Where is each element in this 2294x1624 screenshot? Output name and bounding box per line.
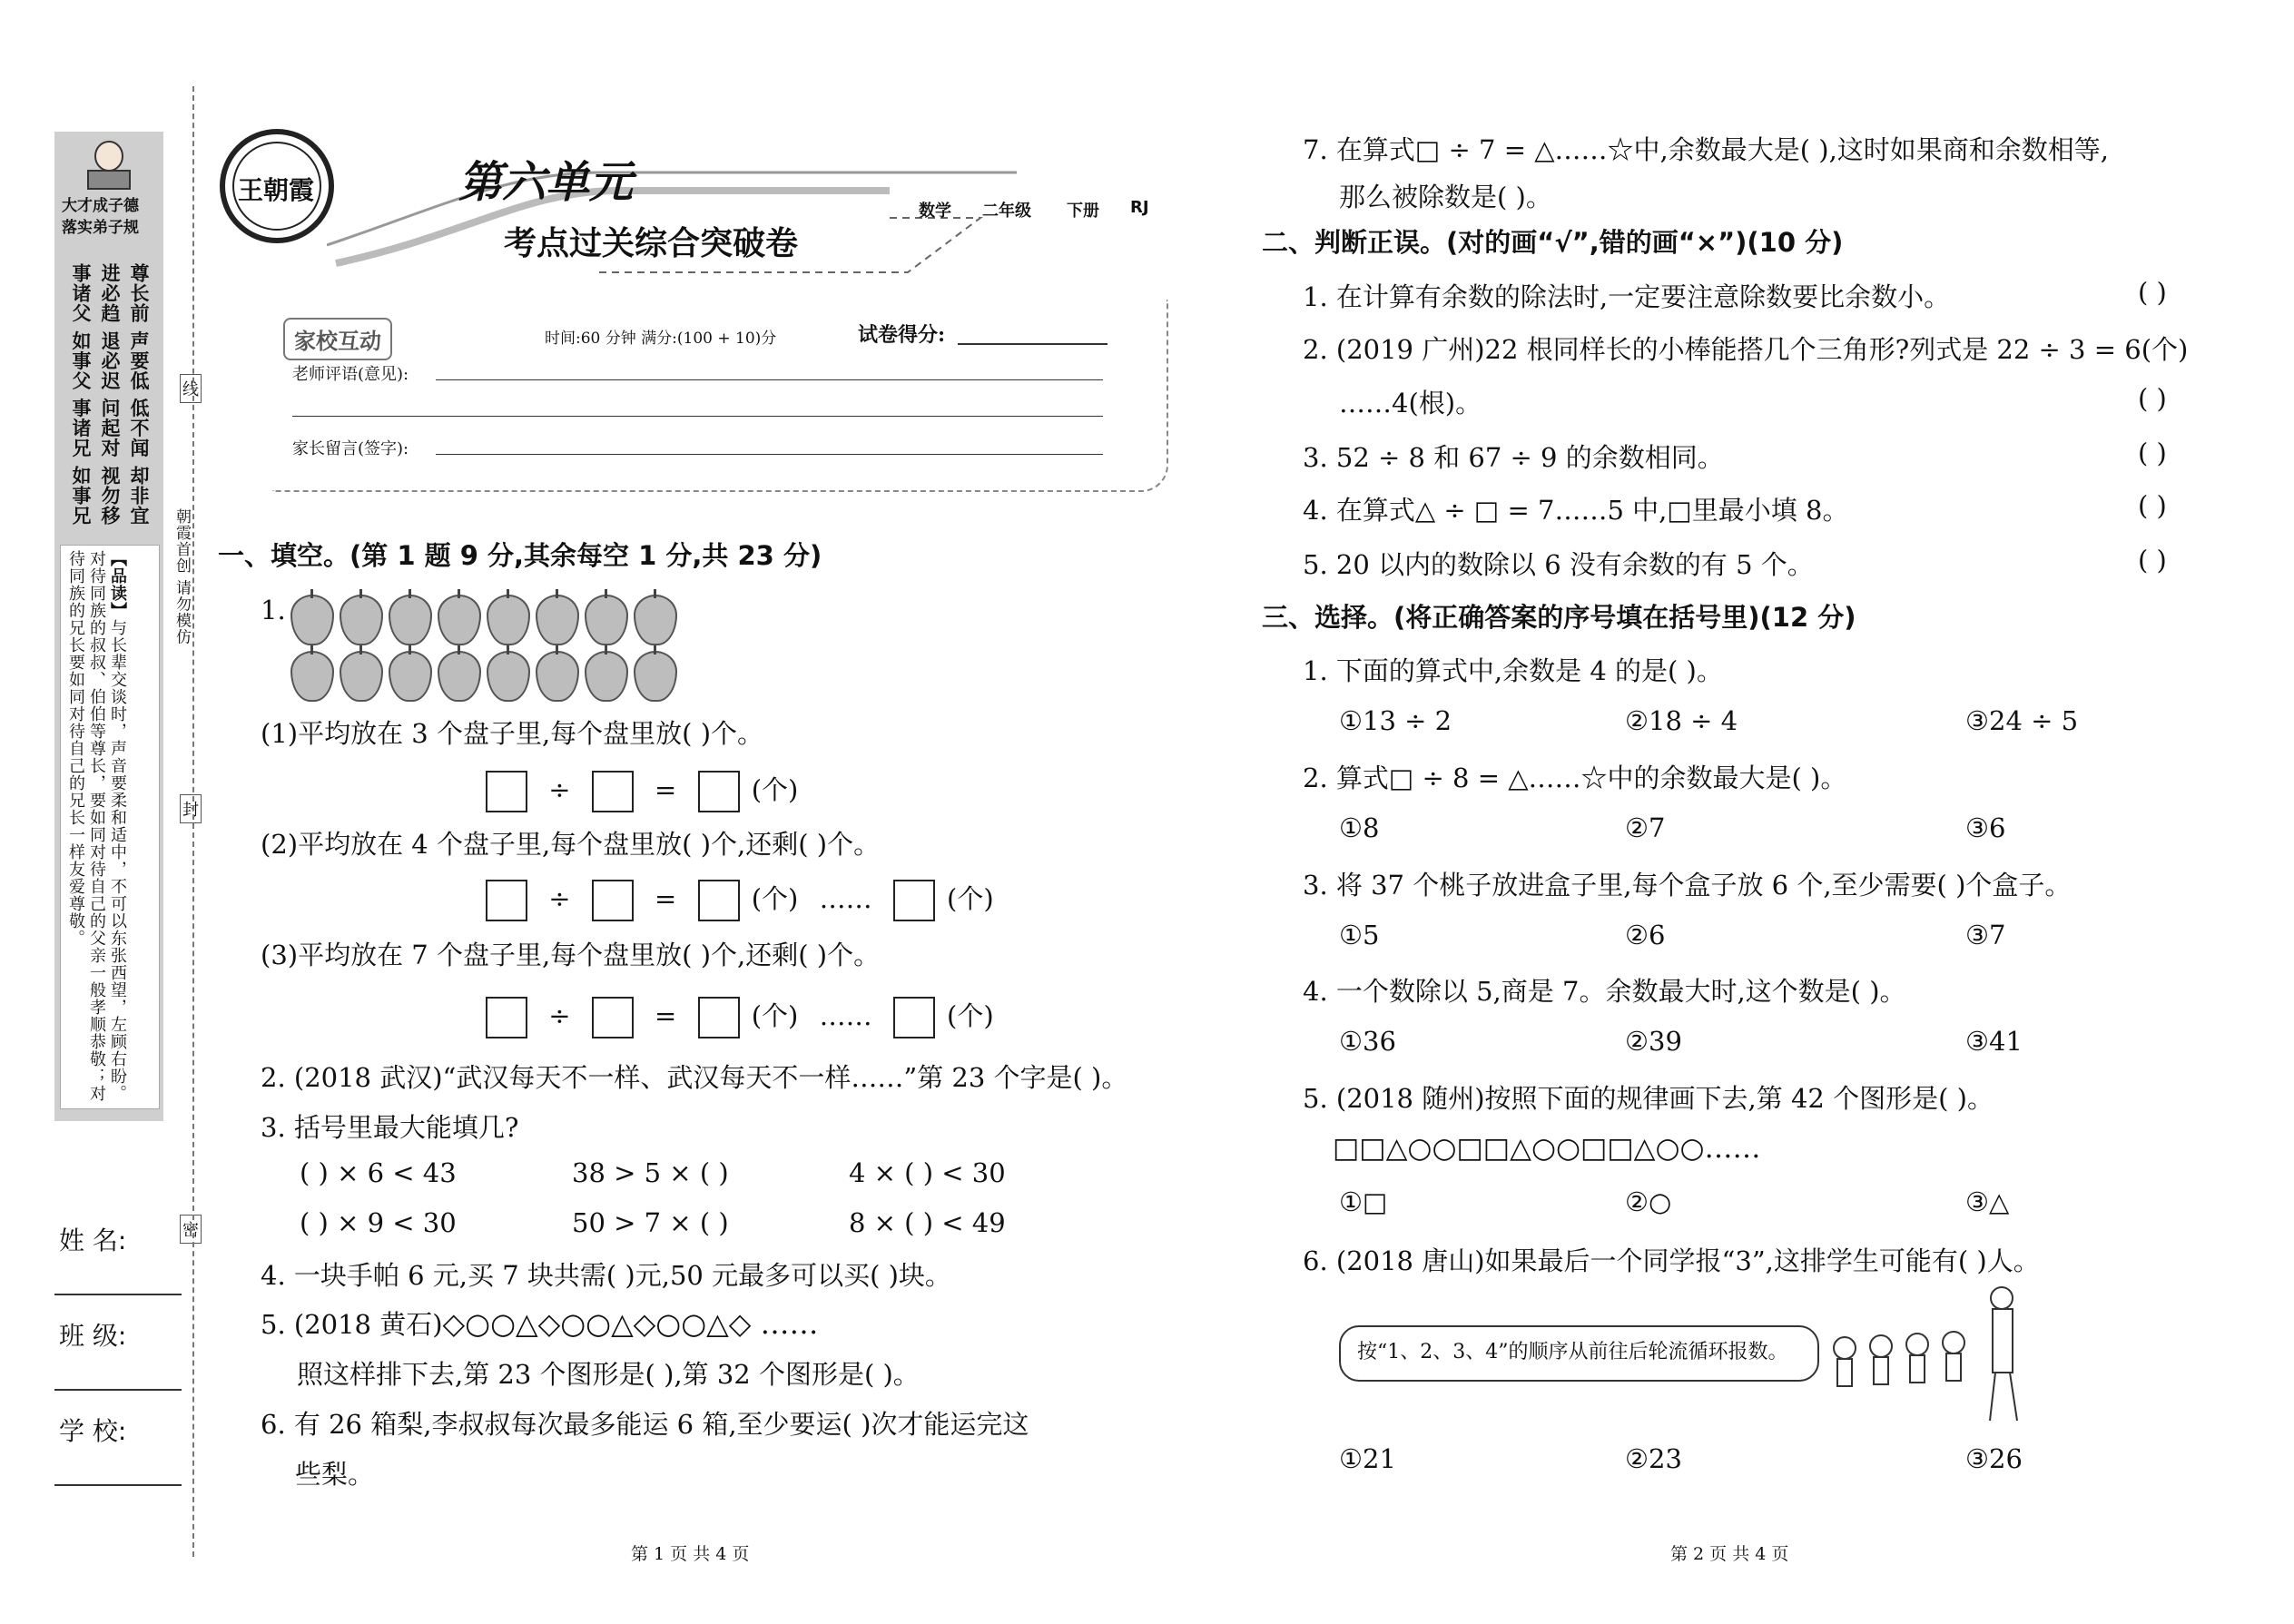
divide-sign: ÷ — [548, 1000, 571, 1031]
answer-paren[interactable]: ( ) — [2138, 545, 2167, 576]
sec3-q5-pattern: □□△○○□□△○○□□△○○…… — [1333, 1132, 1761, 1165]
pear-icon — [290, 595, 334, 645]
sec3-q4-opt2[interactable]: ②39 — [1625, 1026, 1682, 1057]
answer-box[interactable] — [698, 997, 740, 1038]
q7-text: 7. 在算式□ ÷ 7 = △……☆中,余数最大是( ),这时如果商和余数相等, — [1303, 134, 2110, 165]
tag-volume: 下册 — [1067, 202, 1099, 221]
q3-row2-c: 8 × ( ) < 49 — [849, 1207, 1006, 1238]
unit-label: (个) — [751, 1000, 799, 1031]
answer-box[interactable] — [592, 997, 634, 1038]
unit-title: 第六单元 — [458, 157, 634, 208]
pear-icon — [389, 595, 432, 645]
unit-label: (个) — [751, 774, 799, 805]
q3-text: 3. 括号里最大能填几? — [261, 1112, 519, 1143]
equals-sign: = — [654, 774, 677, 805]
pear-icon — [340, 651, 383, 702]
sec2-item-2-cont: ……4(根)。 — [1339, 388, 1482, 418]
pear-icon — [438, 595, 481, 645]
sec3-q5-opt1[interactable]: ①□ — [1339, 1186, 1388, 1217]
binding-mark-1: 线 — [180, 374, 202, 403]
answer-box[interactable] — [592, 771, 634, 812]
answer-box[interactable] — [893, 880, 935, 921]
pear-icon — [536, 651, 579, 702]
q1-part1: (1)平均放在 3 个盘子里,每个盘里放( )个。 — [261, 718, 764, 749]
name-field[interactable] — [54, 1294, 182, 1295]
pear-row-1 — [290, 595, 708, 649]
equals-sign: = — [654, 883, 677, 914]
sec3-q4-opt1[interactable]: ①36 — [1339, 1026, 1396, 1057]
sec3-q2-opt2[interactable]: ②7 — [1625, 812, 1666, 843]
binding-mark-2: 封 — [180, 794, 202, 823]
tag-grade: 二年级 — [982, 202, 1031, 221]
sec3-q3: 3. 将 37 个桃子放进盒子里,每个盒子放 6 个,至少需要( )个盒子。 — [1303, 870, 2072, 901]
sidebar-motto-sub: 落实弟子规 — [62, 219, 139, 237]
pear-icon — [340, 595, 383, 645]
q1-part2: (2)平均放在 4 个盘子里,每个盘里放( )个,还剩( )个。 — [261, 829, 881, 860]
q7-text-cont: 那么被除数是( )。 — [1339, 182, 1552, 212]
q1-equation-1 — [486, 770, 798, 812]
sidebar-rule-col-2: 进必趋 退必迟 问起对 视勿移 — [99, 263, 122, 526]
unit-label: (个) — [947, 883, 994, 914]
class-field[interactable] — [54, 1389, 182, 1391]
students-illustration — [1825, 1284, 2033, 1430]
answer-paren[interactable]: ( ) — [2138, 383, 2167, 414]
pear-row-2 — [290, 651, 708, 705]
pear-icon — [389, 651, 432, 702]
home-school-frame — [272, 300, 1168, 492]
page-footer-right: 第 2 页 共 4 页 — [1670, 1544, 1789, 1564]
divide-sign: ÷ — [548, 883, 571, 914]
unit-label: (个) — [947, 1000, 994, 1031]
q6-text-cont: 些梨。 — [295, 1459, 375, 1490]
home-school-badge: 家校互动 — [283, 318, 392, 360]
answer-paren[interactable]: ( ) — [2138, 438, 2167, 468]
section1-title: 一、填空。(第 1 题 9 分,其余每空 1 分,共 23 分) — [218, 540, 822, 571]
sec3-q6: 6. (2018 唐山)如果最后一个同学报“3”,这排学生可能有( )人。 — [1303, 1245, 2040, 1276]
teacher-comment-label: 老师评语(意见): — [292, 365, 409, 384]
sec3-q4: 4. 一个数除以 5,商是 7。余数最大时,这个数是( )。 — [1303, 976, 1906, 1007]
sec2-item-5: 5. 20 以内的数除以 6 没有余数的有 5 个。 — [1303, 549, 1814, 580]
q3-row2-b: 50 > 7 × ( ) — [572, 1207, 729, 1238]
answer-box[interactable] — [486, 880, 527, 921]
unit-label: (个) — [751, 883, 799, 914]
sec3-q3-opt2[interactable]: ②6 — [1625, 920, 1666, 950]
q4-text: 4. 一块手帕 6 元,买 7 块共需( )元,50 元最多可以买( )块。 — [261, 1260, 951, 1291]
q2-text: 2. (2018 武汉)“武汉每天不一样、武汉每天不一样……”第 23 个字是( )。 — [261, 1062, 1128, 1093]
equals-sign: = — [654, 1000, 677, 1031]
sec3-q3-opt1[interactable]: ①5 — [1339, 920, 1380, 950]
q5-shape-sequence: ◇○○△◇○○△◇○○△◇ …… — [442, 1306, 819, 1341]
pear-icon — [634, 651, 677, 702]
answer-box[interactable] — [698, 771, 740, 812]
binding-mark-3: 密 — [180, 1215, 202, 1244]
q1-equation-3 — [486, 996, 994, 1038]
answer-box[interactable] — [486, 997, 527, 1038]
sec3-q2-opt3[interactable]: ③6 — [1965, 812, 2006, 843]
q1-number: 1. — [261, 595, 286, 625]
q3-row1-b: 38 > 5 × ( ) — [572, 1157, 729, 1188]
sec2-item-1: 1. 在计算有余数的除法时,一定要注意除数要比余数小。 — [1303, 281, 1951, 312]
pear-grid — [290, 595, 708, 705]
pear-icon — [536, 595, 579, 645]
sec3-q5: 5. (2018 随州)按照下面的规律画下去,第 42 个图形是( )。 — [1303, 1083, 1994, 1114]
pear-icon — [634, 595, 677, 645]
q6-text: 6. 有 26 箱梨,李叔叔每次最多能运 6 箱,至少要运( )次才能运完这 — [261, 1409, 1029, 1440]
reading-label: 【品读】 — [108, 550, 127, 619]
sec3-q5-opt2[interactable]: ②○ — [1625, 1186, 1672, 1217]
pear-icon — [585, 651, 628, 702]
reading-text — [65, 550, 128, 1104]
sec3-q5-opt3[interactable]: ③△ — [1965, 1186, 2010, 1217]
sec2-item-4: 4. 在算式△ ÷ □ = 7……5 中,□里最小填 8。 — [1303, 495, 1849, 526]
pear-icon — [487, 595, 530, 645]
q1-part3: (3)平均放在 7 个盘子里,每个盘里放( )个,还剩( )个。 — [261, 940, 881, 970]
q5-continue: 照这样排下去,第 23 个图形是( ),第 32 个图形是( )。 — [297, 1359, 920, 1390]
page-footer-left: 第 1 页 共 4 页 — [631, 1544, 750, 1564]
sec3-q1-opt3[interactable]: ③24 ÷ 5 — [1965, 705, 2079, 736]
sec2-item-2: 2. (2019 广州)22 根同样长的小棒能搭几个三角形?列式是 22 ÷ 3 = 6(个) — [1303, 334, 2189, 365]
pear-icon — [487, 651, 530, 702]
school-field[interactable] — [54, 1484, 182, 1486]
sec3-q3-opt3[interactable]: ③7 — [1965, 920, 2006, 950]
section3-title: 三、选择。(将正确答案的序号填在括号里)(12 分) — [1262, 602, 1856, 633]
section2-title: 二、判断正误。(对的画“√”,错的画“×”)(10 分) — [1262, 227, 1844, 258]
binding-line — [192, 86, 194, 1557]
answer-paren[interactable]: ( ) — [2138, 490, 2167, 521]
remainder-dots: …… — [819, 1000, 872, 1031]
sec3-q1: 1. 下面的算式中,余数是 4 的是( )。 — [1303, 655, 1723, 686]
exam-subtitle: 考点过关综合突破卷 — [504, 224, 799, 262]
answer-paren[interactable]: ( ) — [2138, 277, 2167, 308]
mascot-image — [68, 136, 150, 191]
answer-box[interactable] — [592, 880, 634, 921]
name-label: 姓 名: — [59, 1225, 127, 1255]
sec3-q1-opt2[interactable]: ②18 ÷ 4 — [1625, 705, 1738, 736]
tag-subject: 数学 — [919, 202, 951, 221]
sec2-item-3: 3. 52 ÷ 8 和 67 ÷ 9 的余数相同。 — [1303, 442, 1724, 473]
q3-row1-c: 4 × ( ) < 30 — [849, 1157, 1006, 1188]
q3-row1-a: ( ) × 6 < 43 — [300, 1157, 457, 1188]
original-note: 朝霞首创 请勿模仿 — [172, 508, 191, 645]
q5-label: 5. (2018 黄石) — [261, 1309, 443, 1340]
q5-text — [261, 1304, 819, 1342]
sidebar-rule-col-1: 事诸父 如事父 事诸兄 如事兄 — [70, 263, 93, 526]
answer-box[interactable] — [893, 997, 935, 1038]
q3-row2-a: ( ) × 9 < 30 — [300, 1207, 457, 1238]
q1-equation-2 — [486, 879, 994, 921]
tag-edition: RJ — [1130, 198, 1149, 217]
sidebar-motto-top: 大才成子德 — [62, 197, 139, 215]
answer-box[interactable] — [698, 880, 740, 921]
time-info: 时间:60 分钟 满分:(100 + 10)分 — [545, 330, 777, 348]
sec3-q1-opt1[interactable]: ①13 ÷ 2 — [1339, 705, 1452, 736]
sec3-q6-opt2[interactable]: ②23 — [1625, 1443, 1682, 1474]
answer-box[interactable] — [486, 771, 527, 812]
sidebar-rule-col-3: 尊长前 声要低 低不闻 却非宜 — [128, 263, 151, 526]
remainder-dots: …… — [819, 883, 872, 914]
reading-body: 与长辈交谈时，声音要柔和适中，不可以东张西望，左顾右盼。对待同族的叔叔、伯伯等尊长，要如同对待自己的父亲一般孝顺恭敬；对待同族的兄长要如同对待自己的兄长一样友爱尊敬。 — [66, 550, 127, 1102]
pear-icon — [585, 595, 628, 645]
sec3-q2-opt1[interactable]: ①8 — [1339, 812, 1380, 843]
logo-text: 王朝霞 — [238, 175, 315, 205]
speech-text: 按“1、2、3、4”的顺序从前往后轮流循环报数。 — [1357, 1341, 1788, 1363]
divide-sign: ÷ — [548, 774, 571, 805]
sec3-q2: 2. 算式□ ÷ 8 = △……☆中的余数最大是( )。 — [1303, 763, 1847, 793]
sec3-q4-opt3[interactable]: ③41 — [1965, 1026, 2023, 1057]
class-label: 班 级: — [59, 1321, 127, 1351]
score-label: 试卷得分: — [858, 323, 946, 347]
pear-icon — [438, 651, 481, 702]
sec3-q6-opt1[interactable]: ①21 — [1339, 1443, 1396, 1474]
pear-icon — [290, 651, 334, 702]
sec3-q6-opt3[interactable]: ③26 — [1965, 1443, 2023, 1474]
parent-message-label: 家长留言(签字): — [292, 439, 409, 458]
school-label: 学 校: — [59, 1416, 127, 1446]
